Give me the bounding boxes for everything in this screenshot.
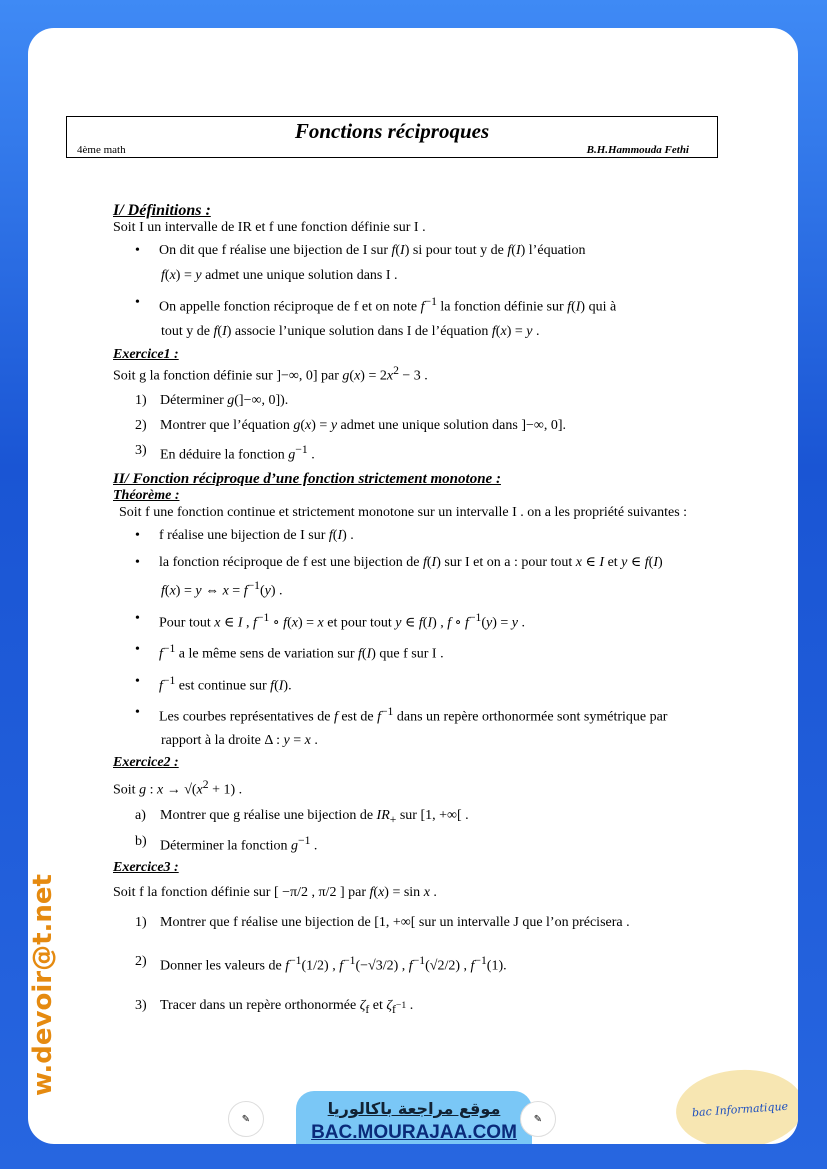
section1-title: I/ Définitions : bbox=[113, 202, 211, 219]
exercise1-title: Exercice1 : bbox=[113, 346, 179, 362]
definition-bullet-cont: tout y de f(I) associe l’unique solution dans I de l’équation f(x) = y . bbox=[161, 324, 540, 340]
exercise2-question: b) Déterminer la fonction $g^{-1}$ . bbox=[135, 834, 318, 855]
class-label: 4ème math bbox=[77, 144, 126, 156]
site-logo-icon: ✎ bbox=[520, 1101, 556, 1137]
exercise2-title: Exercice2 : bbox=[113, 755, 179, 771]
theorem-property: • Les courbes représentatives de f est de $f^{-1}$ dans un repère orthonormée sont symétrique par bbox=[113, 705, 773, 726]
site-logo-icon: ✎ bbox=[228, 1101, 264, 1137]
definition-bullet: • On dit que f réalise une bijection de I sur f(I) si pour tout y de f(I) l’équation bbox=[113, 243, 773, 260]
exercise2-question: a) Montrer que g réalise une bijection de $IR_+$ sur [1, +∞[ . bbox=[135, 807, 469, 826]
exercise3-question: 2) Donner les valeurs de $f^{-1}(1/2)$ , $f^{-1}(-√3/2)$ , $f^{-1}(√2/2)$ , $f^{-1}(1)$. bbox=[135, 954, 507, 974]
exercise1-question: 3) En déduire la fonction $g^{-1}$ . bbox=[135, 442, 315, 463]
exercise1-question: 2) Montrer que l’équation g(x) = y admet une unique solution dans ]−∞, 0]. bbox=[135, 417, 567, 433]
author: B.H.Hammouda Fethi bbox=[586, 144, 689, 156]
theorem-property: • Pour tout x ∈ I , $f^{-1}$ ∘ f(x) = x et pour tout y ∈ f(I) , f ∘ $f^{-1}(y) = y$ . bbox=[113, 611, 773, 632]
theorem-property: • $f^{-1}$ a le même sens de variation sur f(I) que f sur I . bbox=[113, 642, 773, 663]
definition-bullet-cont: f(x) = y admet une unique solution dans I . bbox=[161, 267, 398, 283]
theorem-title: Théorème : bbox=[113, 488, 180, 504]
section2-title: II/ Fonction réciproque d’une fonction strictement monotone : bbox=[113, 471, 501, 488]
bac-informatique-logo: bac Informatique bbox=[673, 1066, 798, 1144]
exercise3-intro: Soit f la fonction définie sur [ −π/2 , π/2 ] par f(x) = sin x . bbox=[113, 884, 437, 900]
exercise3-question: 1) Montrer que f réalise une bijection de [1, +∞[ sur un intervalle J que l’on précisera . bbox=[135, 915, 630, 931]
document-content bbox=[113, 201, 773, 1017]
exercise2-intro: Soit g : $x \to √(x^2 + 1)$ . bbox=[113, 778, 243, 798]
site-banner[interactable] bbox=[296, 1091, 532, 1144]
exercise1-question: 1) Déterminer g(]−∞, 0]). bbox=[135, 393, 289, 409]
theorem-property-cont: f(x) = y ⇔ $x = f^{-1}(y)$ . bbox=[161, 579, 283, 599]
document-page bbox=[28, 28, 798, 1144]
exercise3-title: Exercice3 : bbox=[113, 859, 179, 875]
theorem-property: • f réalise une bijection de I sur f(I) . bbox=[113, 528, 773, 545]
theorem-property-cont: rapport à la droite Δ : y = x . bbox=[161, 732, 318, 748]
banner-url[interactable]: BAC.MOURAJAA.COM bbox=[311, 1122, 517, 1143]
header-box bbox=[66, 116, 718, 158]
watermark: w.devoir@t.net bbox=[28, 874, 58, 1096]
page-title: Fonctions réciproques bbox=[294, 119, 490, 143]
exercise1-intro: Soit g la fonction définie sur ]−∞, 0] par $g(x) = 2x^2 - 3$ . bbox=[113, 363, 428, 384]
theorem-property: • $f^{-1}$ est continue sur f(I). bbox=[113, 674, 773, 695]
theorem-intro: Soit f une fonction continue et strictement monotone sur un intervalle I . on a les propriété suivantes : bbox=[119, 504, 688, 520]
theorem-property: • la fonction réciproque de f est une bijection de f(I) sur I et on a : pour tout x ∈ I et y ∈ f(I) bbox=[113, 555, 773, 572]
definition-bullet: • On appelle fonction réciproque de f et on note $f^{-1}$ la fonction définie sur f(I) qui à bbox=[113, 295, 773, 316]
section1-intro: Soit I un intervalle de IR et f une fonction définie sur I . bbox=[113, 220, 426, 236]
exercise3-question: 3) Tracer dans un repère orthonormée $\zeta_f$ et $\zeta_{f^{-1}}$ . bbox=[135, 997, 414, 1016]
banner-arabic: موقع مراجعة باكالوريا bbox=[327, 1099, 501, 1118]
